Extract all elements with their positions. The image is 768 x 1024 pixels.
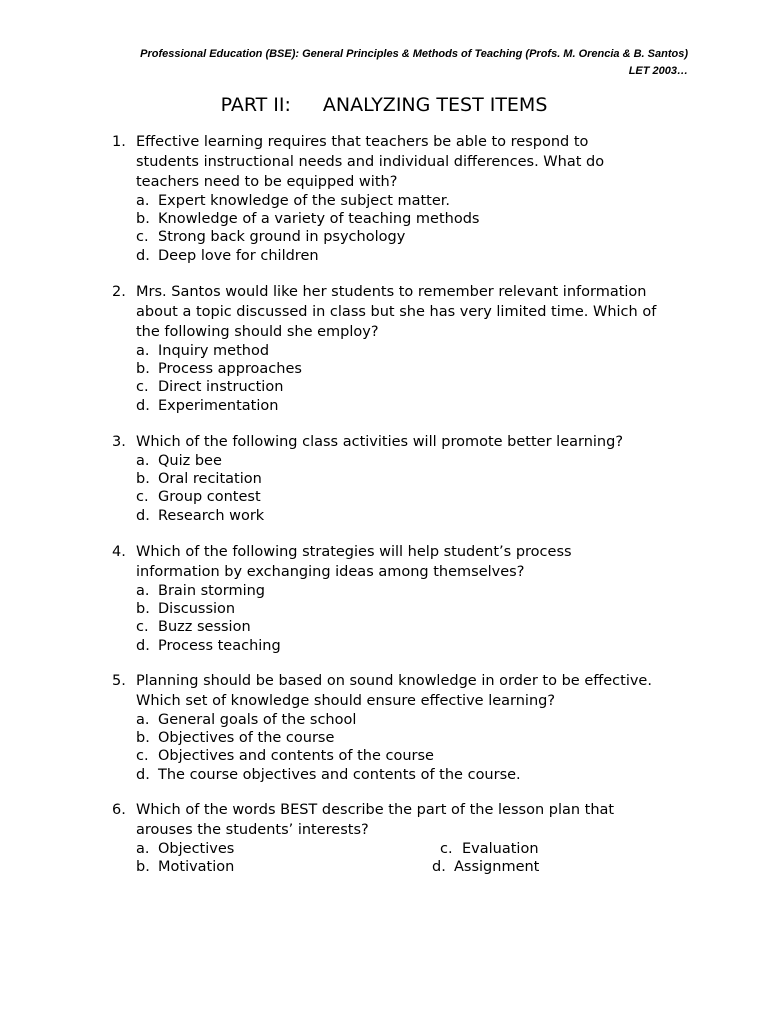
option-b xyxy=(136,729,692,747)
option-letter: a. xyxy=(136,841,150,857)
question-number: 1. xyxy=(112,134,126,150)
option-letter: c. xyxy=(136,748,149,765)
option-letter: d. xyxy=(136,247,150,264)
question-stem xyxy=(136,432,692,452)
header-exam-line: LET 2003… xyxy=(628,65,688,77)
stem-line: teachers need to be equipped with? xyxy=(136,174,398,190)
option-text: Process teaching xyxy=(158,637,281,654)
option-b xyxy=(136,360,692,378)
stem-line: Effective learning requires that teachers be able to respond to xyxy=(136,134,589,150)
option-text: Expert knowledge of the subject matter. xyxy=(158,193,451,209)
option-letter: b. xyxy=(136,601,150,618)
option-letter: d. xyxy=(136,507,150,524)
question-number: 2. xyxy=(112,284,126,300)
option-text: Process approaches xyxy=(158,361,302,378)
option-letter: a. xyxy=(136,712,150,728)
question-stem xyxy=(136,671,692,711)
option-text: Experimentation xyxy=(158,397,279,414)
option-text: Research work xyxy=(158,507,265,524)
option-letter: b. xyxy=(136,361,150,378)
option-a xyxy=(136,711,692,729)
option-text: Motivation xyxy=(158,859,235,876)
option-a xyxy=(136,192,692,210)
option-letter: b. xyxy=(136,730,150,747)
option-a xyxy=(136,840,234,858)
option-text: Assignment xyxy=(454,859,540,876)
question-5 xyxy=(112,671,692,784)
option-text: Oral recitation xyxy=(158,471,262,488)
option-d xyxy=(136,766,692,784)
question-number: 6. xyxy=(112,802,126,818)
option-row xyxy=(136,858,692,876)
question-stem xyxy=(136,542,692,582)
stem-line: Which of the words BEST describe the part of the lesson plan that xyxy=(136,802,615,818)
option-b xyxy=(136,600,692,618)
option-text: Evaluation xyxy=(462,841,539,857)
stem-line: Which set of knowledge should ensure effective learning? xyxy=(136,693,556,709)
option-letter: b. xyxy=(136,211,150,228)
question-number: 5. xyxy=(112,673,126,689)
option-letter: d. xyxy=(136,397,150,414)
option-list xyxy=(136,711,692,784)
page-title xyxy=(0,92,768,118)
option-letter: a. xyxy=(136,193,150,209)
option-a xyxy=(136,582,692,600)
option-c xyxy=(136,618,692,636)
option-d xyxy=(136,507,692,525)
option-letter: c. xyxy=(136,379,149,396)
question-number: 3. xyxy=(112,434,126,450)
option-b xyxy=(136,470,692,488)
option-letter: d. xyxy=(136,637,150,654)
option-c xyxy=(136,378,692,396)
option-text: Objectives xyxy=(158,841,235,857)
stem-line: Which of the following strategies will help student’s process xyxy=(136,544,572,560)
option-text: Discussion xyxy=(158,601,236,618)
option-letter: c. xyxy=(440,841,453,857)
title-text: ANALYZING TEST ITEMS xyxy=(322,94,548,116)
option-letter: b. xyxy=(136,859,150,876)
stem-line: information by exchanging ideas among themselves? xyxy=(136,564,525,580)
option-text: Deep love for children xyxy=(158,247,319,264)
option-text: Knowledge of a variety of teaching methods xyxy=(158,211,480,228)
header-course-line: Professional Education (BSE): General Principles & Methods of Teaching (Profs. M. Orencia & B. Santos) xyxy=(140,48,688,60)
option-d xyxy=(136,637,692,655)
option-d xyxy=(136,247,692,265)
option-c xyxy=(136,488,692,506)
option-text: Strong back ground in psychology xyxy=(158,229,406,246)
option-text: Objectives of the course xyxy=(158,730,335,747)
option-c xyxy=(136,228,692,246)
stem-line: students instructional needs and individual differences. What do xyxy=(136,154,605,170)
option-letter: a. xyxy=(136,583,150,599)
option-letter: b. xyxy=(136,471,150,488)
question-1 xyxy=(112,132,692,265)
option-c xyxy=(440,840,539,858)
option-letter: c. xyxy=(136,489,149,506)
option-list xyxy=(136,342,692,415)
option-list xyxy=(136,452,692,525)
option-letter: a. xyxy=(136,343,150,359)
option-d xyxy=(136,397,692,415)
page-header xyxy=(88,46,688,80)
question-4 xyxy=(112,542,692,655)
question-number: 4. xyxy=(112,544,126,560)
option-text: Brain storming xyxy=(158,583,265,599)
question-stem xyxy=(136,800,692,840)
option-letter: c. xyxy=(136,229,149,246)
option-d xyxy=(432,858,539,876)
stem-line: Which of the following class activities will promote better learning? xyxy=(136,434,624,450)
option-c xyxy=(136,747,692,765)
option-text: Buzz session xyxy=(158,619,251,636)
option-text: Objectives and contents of the course xyxy=(158,748,434,765)
option-b xyxy=(136,858,234,876)
option-letter: a. xyxy=(136,453,150,469)
option-row xyxy=(136,840,692,858)
question-3 xyxy=(112,432,692,525)
option-text: Group contest xyxy=(158,489,261,506)
option-text: General goals of the school xyxy=(158,712,357,728)
question-2 xyxy=(112,282,692,415)
option-letter: d. xyxy=(136,766,150,783)
option-b xyxy=(136,210,692,228)
stem-line: arouses the students’ interests? xyxy=(136,822,369,838)
option-text: Inquiry method xyxy=(158,343,270,359)
option-letter: c. xyxy=(136,619,149,636)
option-list xyxy=(136,192,692,265)
option-a xyxy=(136,342,692,360)
stem-line: the following should she employ? xyxy=(136,324,379,340)
stem-line: Planning should be based on sound knowledge in order to be effective. xyxy=(136,673,652,689)
option-list xyxy=(136,582,692,655)
question-stem xyxy=(136,132,692,192)
option-a xyxy=(136,452,692,470)
option-text: Direct instruction xyxy=(158,379,284,396)
title-part: PART II: xyxy=(220,94,291,116)
option-text: The course objectives and contents of the course. xyxy=(158,766,521,783)
question-stem xyxy=(136,282,692,342)
stem-line: Mrs. Santos would like her students to remember relevant information xyxy=(136,284,647,300)
question-6 xyxy=(112,800,692,876)
option-letter: d. xyxy=(432,859,446,876)
stem-line: about a topic discussed in class but she has very limited time. Which of xyxy=(136,304,657,320)
option-list xyxy=(136,840,692,876)
option-text: Quiz bee xyxy=(158,453,222,469)
